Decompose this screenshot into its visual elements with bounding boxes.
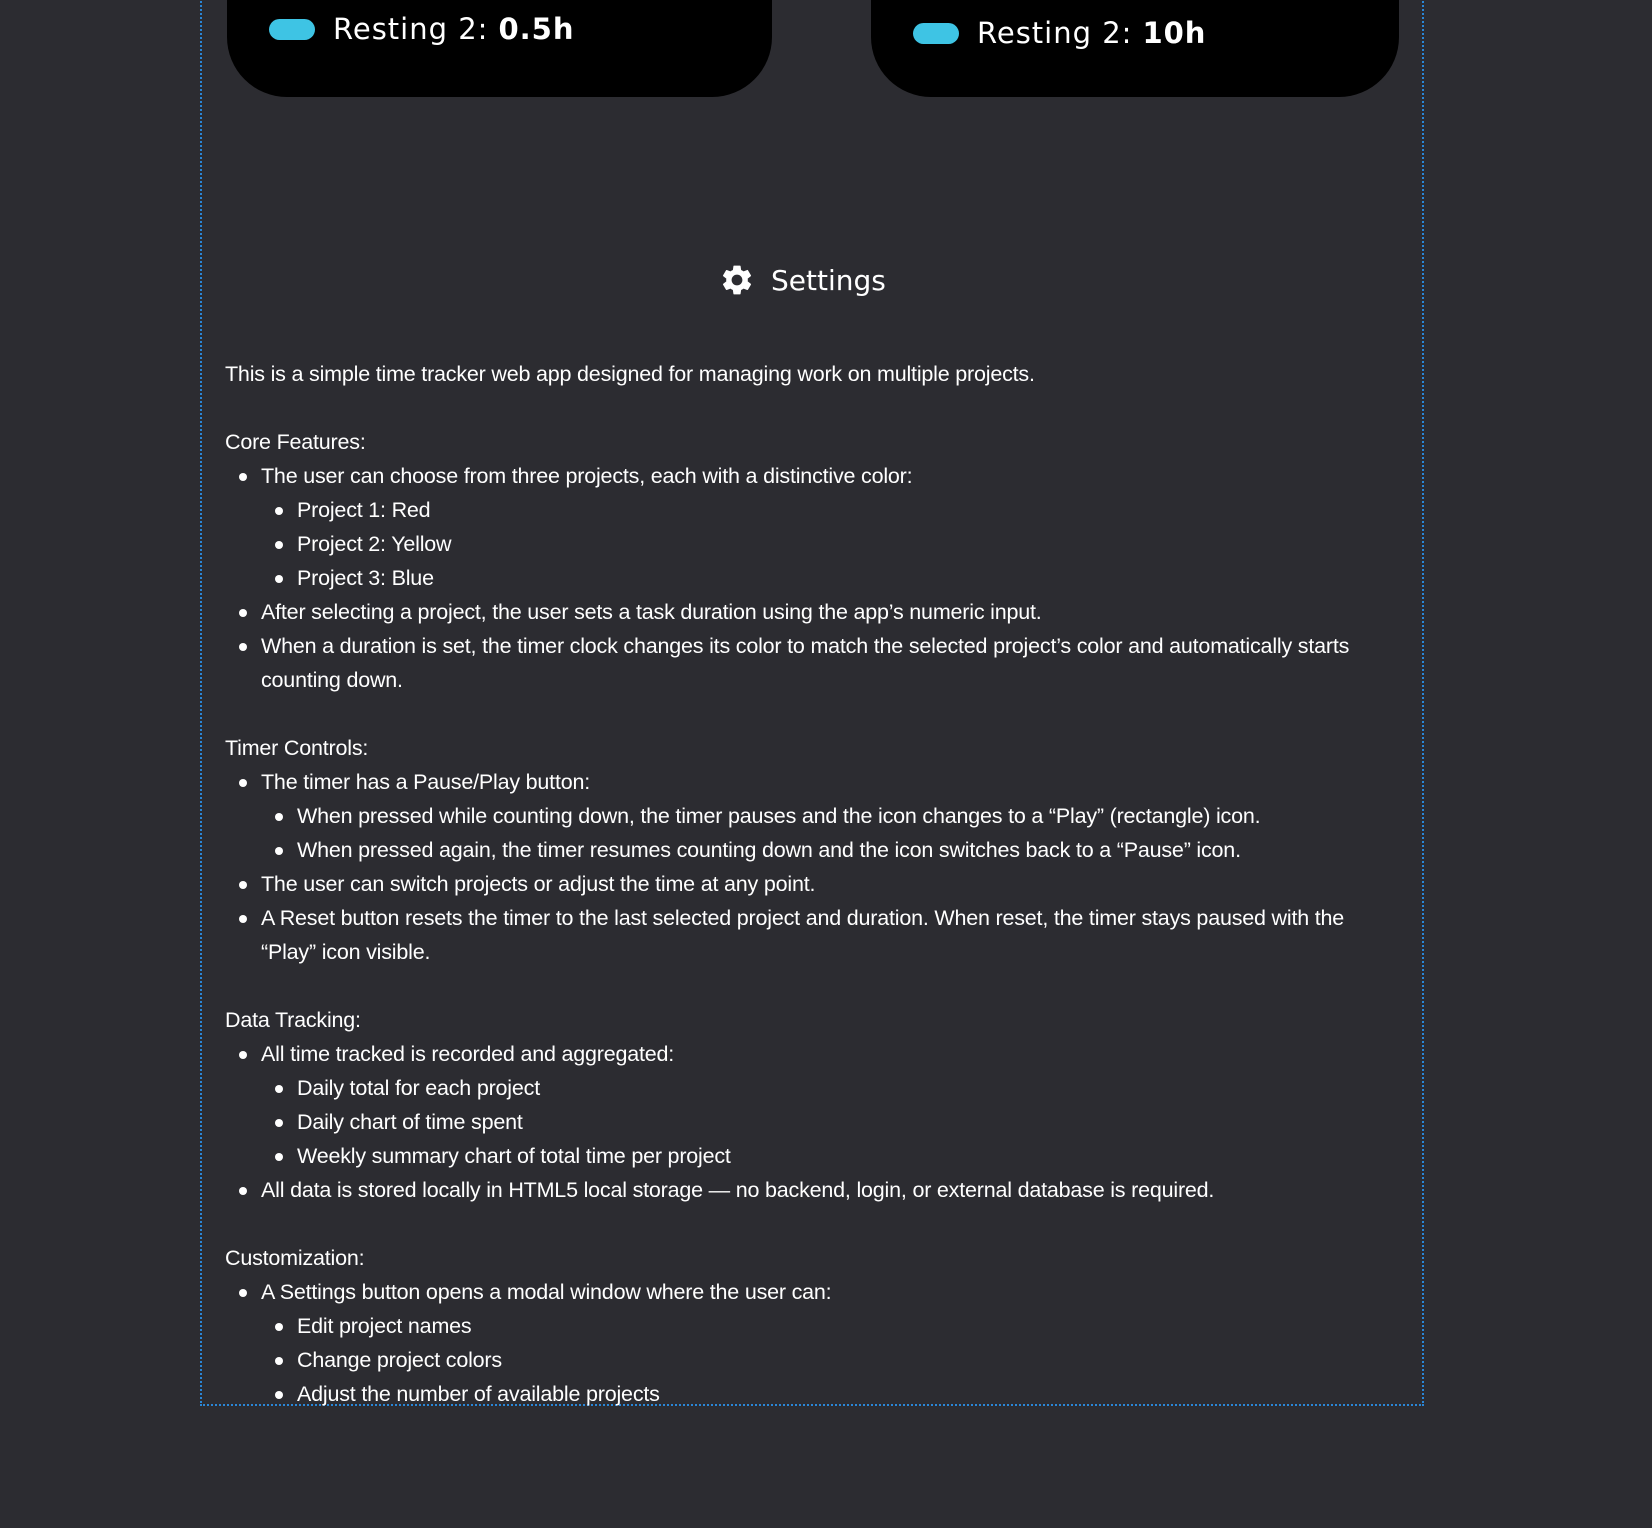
resting-summary-card-daily [227, 0, 772, 97]
legend-value: 10h [1142, 16, 1207, 50]
legend-swatch [269, 19, 315, 40]
sub-list-item: Edit project names [261, 1309, 1395, 1343]
section-heading: Timer Controls: [225, 736, 369, 760]
section-heading: Core Features: [225, 430, 366, 454]
legend-label: Resting 2: [333, 12, 489, 46]
sub-list-item: Project 1: Red [261, 493, 1395, 527]
list-item: A Reset button resets the timer to the last selected project and duration. When reset, the timer stays paused with the “Play” icon visible. [225, 901, 1395, 969]
legend-swatch [913, 23, 959, 44]
sub-list-item: Weekly summary chart of total time per project [261, 1139, 1395, 1173]
sub-list-item: When pressed while counting down, the timer pauses and the icon changes to a “Play” (rectangle) icon. [261, 799, 1395, 833]
sub-list-item: Project 3: Blue [261, 561, 1395, 595]
list-item-text: All time tracked is recorded and aggregated: [261, 1042, 675, 1066]
list-item: The user can switch projects or adjust the time at any point. [225, 867, 1395, 901]
gear-icon [719, 262, 755, 298]
settings-heading[interactable] [719, 262, 886, 298]
data-tracking-list [225, 1037, 1395, 1207]
list-item: All data is stored locally in HTML5 local storage — no backend, login, or external database is required. [225, 1173, 1395, 1207]
core-features-list [225, 459, 1395, 697]
list-item: When a duration is set, the timer clock changes its color to match the selected project’s color and automatically starts counting down. [225, 629, 1395, 697]
list-item: After selecting a project, the user sets a task duration using the app’s numeric input. [225, 595, 1395, 629]
sub-list [261, 799, 1395, 867]
list-item-text: The timer has a Pause/Play button: [261, 770, 591, 794]
legend-value: 0.5h [498, 12, 575, 46]
intro-text: This is a simple time tracker web app designed for managing work on multiple projects. [225, 362, 1035, 386]
section-heading: Customization: [225, 1246, 365, 1270]
list-item [225, 459, 1395, 595]
legend-item [913, 16, 1206, 50]
sub-list-item: Project 2: Yellow [261, 527, 1395, 561]
settings-title: Settings [771, 263, 886, 297]
app-description [225, 357, 1395, 1411]
list-item-text: The user can choose from three projects, each with a distinctive color: [261, 464, 913, 488]
legend-label: Resting 2: [977, 16, 1133, 50]
list-item-text: A Settings button opens a modal window where the user can: [261, 1280, 832, 1304]
list-item [225, 1275, 1395, 1411]
timer-controls-list [225, 765, 1395, 969]
legend-item [269, 12, 574, 46]
resting-summary-card-weekly [871, 0, 1399, 97]
sub-list [261, 1071, 1395, 1173]
sub-list [261, 1309, 1395, 1411]
sub-list-item: Adjust the number of available projects [261, 1377, 1395, 1411]
sub-list-item: When pressed again, the timer resumes counting down and the icon switches back to a “Pause” icon. [261, 833, 1395, 867]
customization-list [225, 1275, 1395, 1411]
sub-list-item: Change project colors [261, 1343, 1395, 1377]
sub-list-item: Daily total for each project [261, 1071, 1395, 1105]
section-heading: Data Tracking: [225, 1008, 361, 1032]
sub-list-item: Daily chart of time spent [261, 1105, 1395, 1139]
sub-list [261, 493, 1395, 595]
list-item [225, 1037, 1395, 1173]
list-item [225, 765, 1395, 867]
